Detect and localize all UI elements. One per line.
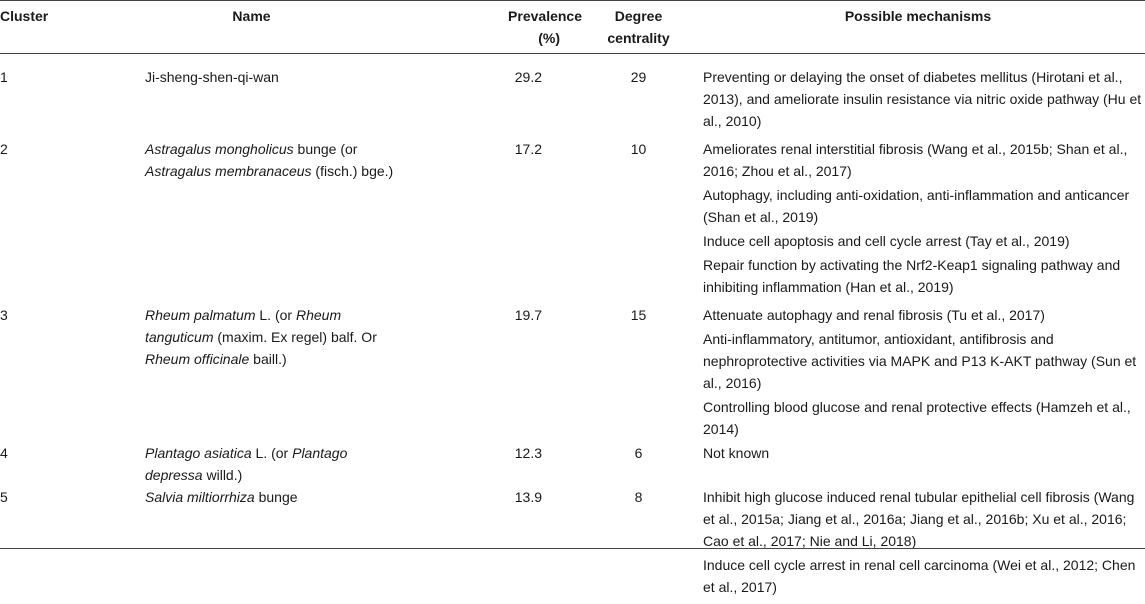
species-name: Rheum officinale <box>145 351 249 367</box>
cell-degree: 6 <box>586 440 691 486</box>
cell-name <box>70 54 403 133</box>
cell-prevalence: 29.2 <box>403 54 586 133</box>
cell-name <box>70 298 403 440</box>
header-mechanisms: Possible mechanisms <box>691 1 1145 54</box>
table-body <box>0 54 1145 604</box>
name-text: bunge <box>255 489 298 505</box>
cell-degree: 29 <box>586 54 691 133</box>
species-name: Plantago depressa <box>145 445 347 483</box>
table-row <box>0 298 1145 440</box>
cell-degree: 15 <box>586 298 691 440</box>
mechanism-item: Repair function by activating the Nrf2-Keap1 signaling pathway and inhibiting inflammation (Han et al., 2019) <box>703 254 1145 298</box>
header-degree <box>586 1 691 54</box>
header-name: Name <box>70 1 403 54</box>
cell-degree: 8 <box>586 486 691 604</box>
table-bottom-rule <box>0 548 1145 549</box>
species-name: Salvia miltiorrhiza <box>145 489 255 505</box>
name-text: bunge (or <box>294 141 358 157</box>
mechanism-item: Anti-inflammatory, antitumor, antioxidant, antifibrosis and nephroprotective activities via MAPK and P13 K-AKT pathway (Sun et al., 2016) <box>703 328 1145 394</box>
species-name: Astragalus mongholicus <box>145 141 294 157</box>
header-row <box>0 1 1145 54</box>
header-degree-line2: centrality <box>607 30 669 46</box>
species-name: Astragalus membranaceus <box>145 163 312 179</box>
mechanism-item: Induce cell cycle arrest in renal cell carcinoma (Wei et al., 2012; Chen et al., 2017) <box>703 554 1145 598</box>
name-text: (fisch.) bge.) <box>312 163 394 179</box>
mechanism-item: Not known <box>703 442 1145 464</box>
header-degree-line1: Degree <box>615 8 662 24</box>
cell-degree: 10 <box>586 132 691 298</box>
table-row <box>0 54 1145 133</box>
cell-mechanisms <box>691 54 1145 133</box>
cell-prevalence: 12.3 <box>403 440 586 486</box>
species-name: Rheum tanguticum <box>145 307 341 345</box>
header-prevalence-line2: (%) <box>538 27 582 49</box>
mechanism-item: Controlling blood glucose and renal protective effects (Hamzeh et al., 2014) <box>703 396 1145 440</box>
name-text: L. (or <box>256 307 296 323</box>
name-text: baill.) <box>249 351 286 367</box>
mechanism-item: Autophagy, including anti-oxidation, anti-inflammation and anticancer (Shan et al., 2019) <box>703 184 1145 228</box>
cell-cluster: 5 <box>0 486 70 604</box>
name-text: willd.) <box>203 467 243 483</box>
header-prevalence <box>403 1 586 54</box>
table-row <box>0 440 1145 486</box>
cell-cluster: 1 <box>0 54 70 133</box>
cell-mechanisms <box>691 440 1145 486</box>
cell-prevalence: 17.2 <box>403 132 586 298</box>
name-text: Ji-sheng-shen-qi-wan <box>145 69 279 85</box>
cell-cluster: 4 <box>0 440 70 486</box>
cell-name <box>70 440 403 486</box>
mechanism-item: Ameliorates renal interstitial fibrosis (Wang et al., 2015b; Shan et al., 2016; Zhou et al., 2017) <box>703 138 1145 182</box>
table-row <box>0 486 1145 604</box>
cell-prevalence: 13.9 <box>403 486 586 604</box>
mechanism-item: Induce cell apoptosis and cell cycle arrest (Tay et al., 2019) <box>703 230 1145 252</box>
name-text: (maxim. Ex regel) balf. Or <box>213 329 376 345</box>
cell-mechanisms <box>691 486 1145 604</box>
mechanism-item: Attenuate autophagy and renal fibrosis (Tu et al., 2017) <box>703 304 1145 326</box>
mechanism-item: Preventing or delaying the onset of diabetes mellitus (Hirotani et al., 2013), and ameliorate insulin resistance via nitric oxide pathway (Hu et al., 2010) <box>703 66 1145 132</box>
cell-mechanisms <box>691 132 1145 298</box>
species-name: Plantago asiatica <box>145 445 252 461</box>
name-text: L. (or <box>252 445 292 461</box>
mechanism-item: Inhibit high glucose induced renal tubular epithelial cell fibrosis (Wang et al., 2015a; Jiang et al., 2016a; Jiang et al., 2016b; Xu et al., 2016; Cao et al., 2017; Nie and Li, 2018) <box>703 486 1145 552</box>
header-cluster: Cluster <box>0 1 70 54</box>
cell-name <box>70 486 403 604</box>
cell-cluster: 3 <box>0 298 70 440</box>
table-header <box>0 1 1145 54</box>
header-prevalence-line1: Prevalence <box>508 8 582 24</box>
cell-cluster: 2 <box>0 132 70 298</box>
cell-mechanisms <box>691 298 1145 440</box>
cell-prevalence: 19.7 <box>403 298 586 440</box>
table-row <box>0 132 1145 298</box>
cell-name <box>70 132 403 298</box>
species-name: Rheum palmatum <box>145 307 256 323</box>
